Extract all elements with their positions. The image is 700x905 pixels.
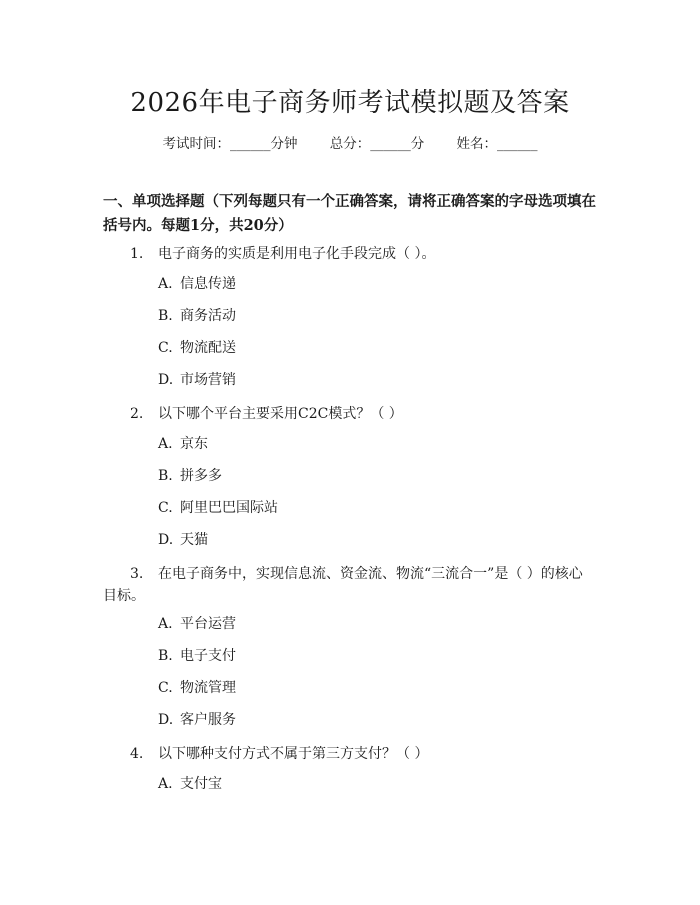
- question-1: [103, 242, 603, 266]
- question-1-option-c: [158, 338, 236, 358]
- option-letter: B.: [158, 308, 173, 324]
- question-number: 2.: [130, 406, 144, 422]
- section-heading: 一、单项选择题（下列每题只有一个正确答案，请将正确答案的字母选项填在括号内。每题1分，共20分）: [103, 193, 596, 234]
- question-1-option-a: [158, 274, 236, 294]
- total-score-label: 总分：______分: [329, 136, 425, 152]
- option-letter: A.: [158, 776, 173, 792]
- option-letter: B.: [158, 468, 173, 484]
- option-text: 物流管理: [180, 680, 236, 696]
- option-text: 电子支付: [180, 648, 236, 664]
- question-number: 1.: [130, 246, 144, 262]
- question-1-option-d: [158, 370, 236, 390]
- question-3-option-b: [158, 646, 236, 666]
- option-letter: A.: [158, 436, 173, 452]
- question-number: 4.: [130, 746, 144, 762]
- option-letter: C.: [158, 680, 173, 696]
- question-text-line-1: 在电子商务中，实现信息流、资金流、物流“三流合一”是（ ）的核心: [158, 566, 583, 582]
- question-3-continuation: [103, 584, 603, 608]
- question-3-option-c: [158, 678, 236, 698]
- option-letter: D.: [158, 372, 174, 388]
- question-text-line-2: 目标。: [103, 588, 145, 604]
- question-3: [103, 562, 603, 586]
- option-text: 商务活动: [180, 308, 236, 324]
- question-4-option-a: [158, 774, 222, 794]
- option-text: 阿里巴巴国际站: [180, 500, 278, 516]
- question-text: 以下哪个平台主要采用C2C模式？（ ）: [158, 406, 403, 422]
- name-label: 姓名：______: [456, 136, 538, 152]
- option-text: 物流配送: [180, 340, 236, 356]
- question-4: [103, 742, 603, 766]
- question-2-option-d: [158, 530, 208, 550]
- option-text: 客户服务: [180, 712, 236, 728]
- option-text: 市场营销: [180, 372, 236, 388]
- option-letter: A.: [158, 276, 173, 292]
- question-2: [103, 402, 603, 426]
- option-text: 支付宝: [180, 776, 222, 792]
- option-text: 信息传递: [180, 276, 236, 292]
- exam-meta: [0, 132, 700, 152]
- page-title: 2026年电子商务师考试模拟题及答案: [130, 88, 570, 118]
- exam-time-label: 考试时间：______分钟: [162, 136, 298, 152]
- question-3-option-d: [158, 710, 236, 730]
- option-letter: C.: [158, 340, 173, 356]
- option-letter: B.: [158, 648, 173, 664]
- question-number: 3.: [130, 566, 144, 582]
- question-text: 电子商务的实质是利用电子化手段完成（ ）。: [158, 246, 436, 262]
- question-text: 以下哪种支付方式不属于第三方支付？（ ）: [158, 746, 429, 762]
- option-text: 京东: [180, 436, 208, 452]
- option-letter: D.: [158, 532, 174, 548]
- question-3-option-a: [158, 614, 236, 634]
- option-text: 拼多多: [180, 468, 222, 484]
- question-2-option-c: [158, 498, 278, 518]
- option-text: 天猫: [180, 532, 208, 548]
- question-2-option-b: [158, 466, 222, 486]
- question-1-option-b: [158, 306, 236, 326]
- option-text: 平台运营: [180, 616, 236, 632]
- question-2-option-a: [158, 434, 208, 454]
- option-letter: C.: [158, 500, 173, 516]
- option-letter: D.: [158, 712, 174, 728]
- option-letter: A.: [158, 616, 173, 632]
